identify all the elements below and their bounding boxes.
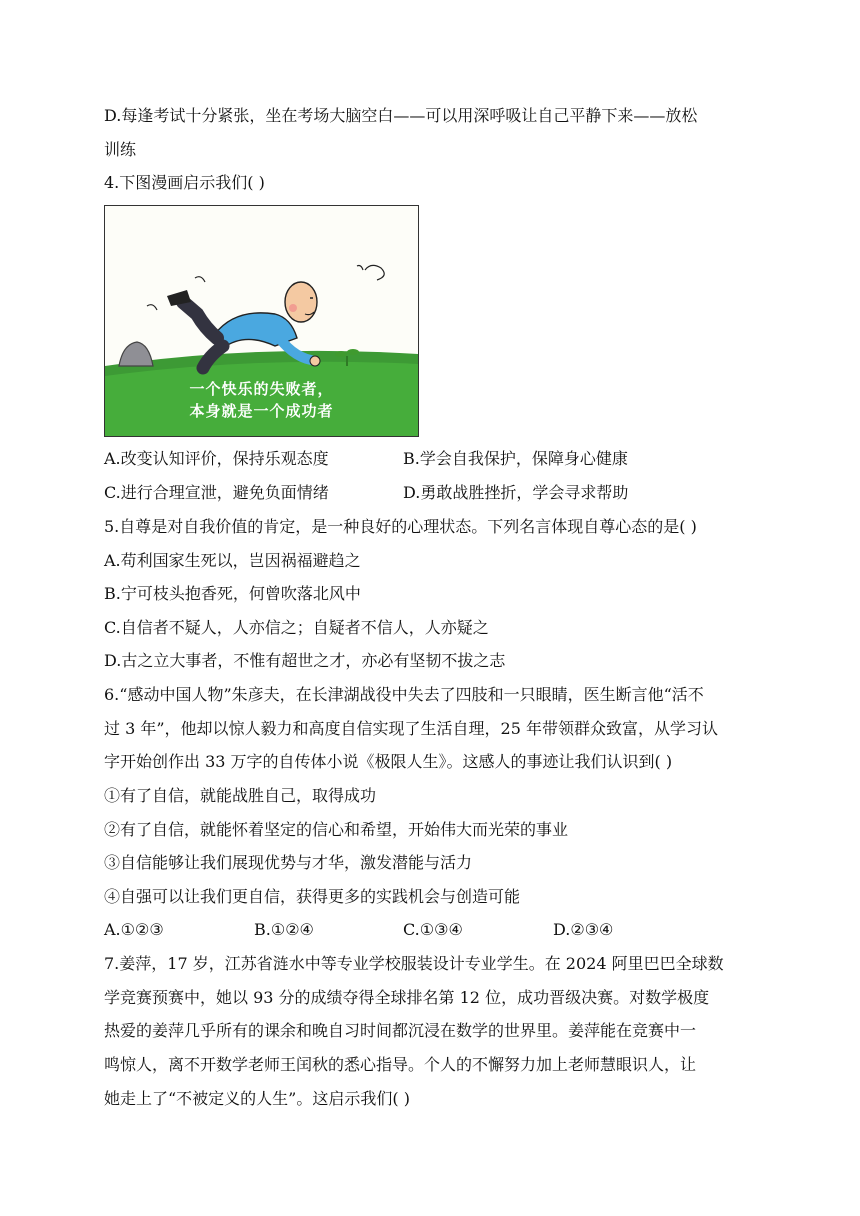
q3-option-d-line1: D.每逢考试十分紧张，坐在考场大脑空白——可以用深呼吸让自己平静下来——放松 [104,106,698,125]
q4-comic [104,205,419,437]
comic-caption-line1: 一个快乐的失败者， [189,380,334,398]
q5-option-d: D.古之立大事者，不惟有超世之才，亦必有坚韧不拔之志 [104,651,506,670]
q5-stem: 5.自尊是对自我价值的肯定，是一种良好的心理状态。下列名言体现自尊心态的是( ) [104,517,697,536]
q7-stem-line3: 热爱的姜萍几乎所有的课余和晚自习时间都沉浸在数学的世界里。姜萍能在竞赛中一 [104,1021,697,1040]
q6-stem-line1: 6.“感动中国人物”朱彦夫，在长津湖战役中失去了四肢和一只眼睛，医生断言他“活不 [104,685,704,704]
q4-option-d: D.勇敢战胜挫折，学会寻求帮助 [403,483,629,502]
q5-option-c: C.自信者不疑人，人亦信之；自疑者不信人，人亦疑之 [104,618,489,637]
q6-stem-line3: 字开始创作出 33 万字的自传体小说《极限人生》。这感人的事迹让我们认识到( ) [104,752,673,771]
q6-option-a: A.①②③ [104,920,164,939]
q3-option-d-line2: 训练 [104,140,137,159]
q6-option-b: B.①②④ [254,920,314,939]
q7-stem-line2: 学竞赛预赛中，她以 93 分的成绩夺得全球排名第 12 位，成功晋级决赛。对数学极度 [104,988,710,1007]
q7-stem-line1: 7.姜萍，17 岁，江苏省涟水中等专业学校服装设计专业学生。在 2024 阿里巴巴全球数 [104,954,724,973]
q6-statement-1: ①有了自信，就能战胜自己，取得成功 [104,786,377,805]
q6-option-c: C.①③④ [403,920,463,939]
q5-option-a: A.苟利国家生死以，岂因祸福避趋之 [104,551,361,570]
q6-stem-line2: 过 3 年”，他却以惊人毅力和高度自信实现了生活自理，25 年带领群众致富，从学习认 [104,719,718,738]
q6-option-d: D.②③④ [553,920,614,939]
comic-caption-line2: 本身就是一个成功者 [189,402,334,420]
q7-stem-line5: 她走上了“不被定义的人生”。这启示我们( ) [104,1089,410,1108]
q4-stem: 4.下图漫画启示我们( ) [104,173,265,192]
q6-statement-4: ④自强可以让我们更自信，获得更多的实践机会与创造可能 [104,887,521,906]
q6-statement-2: ②有了自信，就能怀着坚定的信心和希望，开始伟大而光荣的事业 [104,820,569,839]
q4-option-c: C.进行合理宣泄，避免负面情绪 [104,483,329,502]
q7-stem-line4: 鸣惊人，离不开数学老师王闰秋的悉心指导。个人的不懈努力加上老师慧眼识人，让 [104,1055,697,1074]
q6-statement-3: ③自信能够让我们展现优势与才华，激发潜能与活力 [104,853,473,872]
q4-option-a: A.改变认知评价，保持乐观态度 [104,449,329,468]
q5-option-b: B.宁可枝头抱香死，何曾吹落北风中 [104,584,361,603]
q4-option-b: B.学会自我保护，保障身心健康 [403,449,628,468]
